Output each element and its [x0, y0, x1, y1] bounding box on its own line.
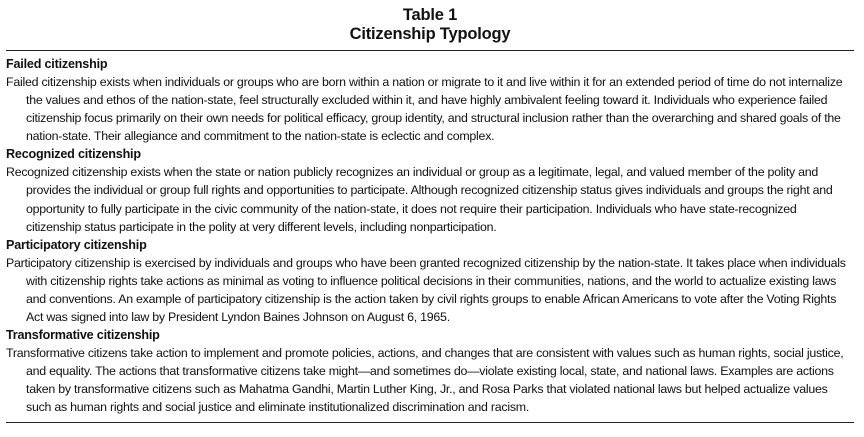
entry-failed-citizenship — [6, 55, 854, 145]
entry-transformative-citizenship — [6, 326, 854, 416]
entry-description: Failed citizenship exists when individuals or groups who are born within a nation or migrate to it and live within it for an extended period of time do not internalize the values and ethos of the nation-state, feel structurally excluded within it, and have highly ambivalent feeling toward it. Individuals who experience failed citizenship focus primarily on their own needs for political efficacy, group identity, and structural inclusion rather than the overarching and shared goals of the nation-state. Their allegiance and commitment to the nation-state is eclectic and complex. — [6, 75, 843, 144]
entry-heading: Participatory citizenship — [6, 237, 147, 252]
entry-heading: Transformative citizenship — [6, 328, 160, 343]
entry-recognized-citizenship — [6, 145, 854, 235]
entry-heading: Failed citizenship — [6, 57, 108, 71]
entry-description: Recognized citizenship exists when the state or nation publicly recognizes an individual or group as a legitimate, legal, and valued member of the polity and provides the individual or group full rights and opportunities to participate. Although recognized citizenship status gives individuals and groups the right and opportunity to fully participate in the civic community of the nation-state, it does not require their participation. Individuals who have state-recognized citizenship status participate in the polity at very different levels, including nonparticipation. — [6, 165, 833, 234]
typology-list — [6, 55, 854, 417]
entry-heading: Recognized citizenship — [6, 147, 141, 162]
entry-participatory-citizenship — [6, 236, 854, 326]
top-rule — [6, 50, 854, 51]
entry-description: Participatory citizenship is exercised by individuals and groups who have been granted recognized citizenship by the nation-state. It takes place when individuals with citizenship rights take actions as minimal as voting to influence political decisions in their communities, nations, and the world to actualize existing laws and conventions. An example of participatory citizenship is the action taken by civil rights groups to enable African Americans to vote after the Voting Rights Act was signed into law by President Lyndon Baines Johnson on August 6, 1965. — [6, 255, 846, 325]
table-title: Citizenship Typology — [349, 25, 511, 43]
bottom-rule — [6, 422, 854, 423]
table-label: Table 1 — [402, 6, 458, 24]
entry-description: Transformative citizens take action to implement and promote policies, actions, and changes that are consistent with values such as human rights, social justice, and equality. The actions that transformative citizens take might—and sometimes do—violate existing local, state, and national laws. Examples are actions taken by transformative citizens such as Mahatma Gandhi, Martin Luther King, Jr., and Rosa Parks that violated national laws but helped actualize values such as human rights and social justice and eliminate institutionalized discrimination and racism. — [6, 346, 844, 415]
